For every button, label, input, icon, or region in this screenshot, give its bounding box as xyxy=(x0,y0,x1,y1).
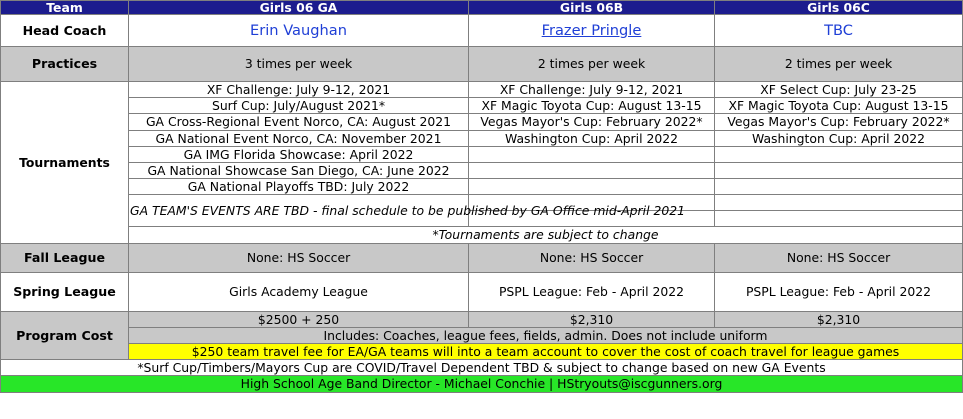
spring-league-label: Spring League xyxy=(1,272,129,311)
tournament-row xyxy=(1,82,963,98)
head-coach-b-link[interactable]: Frazer Pringle xyxy=(541,21,642,39)
tournament-row xyxy=(1,98,963,114)
head-coach-ga: Erin Vaughan xyxy=(129,15,469,47)
tournament-row xyxy=(1,179,963,195)
tournament-row xyxy=(1,114,963,130)
spring-league-b: PSPL League: Feb - April 2022 xyxy=(469,272,715,311)
tournament-row xyxy=(1,146,963,162)
tournament-c xyxy=(715,195,963,211)
program-cost-includes: Includes: Coaches, league fees, fields, admin. Does not include uniform xyxy=(129,327,963,343)
tournament-b: Washington Cup: April 2022 xyxy=(469,130,715,146)
practices-ga: 3 times per week xyxy=(129,47,469,82)
fall-league-ga: None: HS Soccer xyxy=(129,243,469,272)
program-cost-ga: $2500 + 250 xyxy=(129,311,469,327)
tournament-ga: GA National Showcase San Diego, CA: June 2022 xyxy=(129,163,469,179)
head-coach-b-cell xyxy=(469,15,715,47)
tournament-ga: GA IMG Florida Showcase: April 2022 xyxy=(129,146,469,162)
fall-league-c: None: HS Soccer xyxy=(715,243,963,272)
head-coach-c: TBC xyxy=(715,15,963,47)
footnote-row xyxy=(1,360,963,376)
fall-league-label: Fall League xyxy=(1,243,129,272)
header-girls-06c: Girls 06C xyxy=(715,1,963,15)
program-cost-label: Program Cost xyxy=(1,311,129,360)
tournament-c: XF Magic Toyota Cup: August 13-15 xyxy=(715,98,963,114)
tournament-b xyxy=(469,146,715,162)
director-contact: High School Age Band Director - Michael Conchie | HStryouts@iscgunners.org xyxy=(1,376,963,392)
tournaments-label: Tournaments xyxy=(1,82,129,244)
tournament-c xyxy=(715,163,963,179)
program-cost-includes-row xyxy=(1,327,963,343)
tournament-c xyxy=(715,146,963,162)
tournament-row xyxy=(1,195,963,211)
spring-league-c: PSPL League: Feb - April 2022 xyxy=(715,272,963,311)
tournament-b xyxy=(469,163,715,179)
travel-fee-note: $250 team travel fee for EA/GA teams will into a team account to cover the cost of coach travel for league games xyxy=(129,344,963,360)
practices-label: Practices xyxy=(1,47,129,82)
director-row xyxy=(1,376,963,392)
tournament-note-row xyxy=(1,227,963,243)
practices-row xyxy=(1,47,963,82)
tournament-c-empty xyxy=(715,211,963,227)
tournaments-subject-to-change: *Tournaments are subject to change xyxy=(129,227,963,243)
tournament-c: Washington Cup: April 2022 xyxy=(715,130,963,146)
practices-c: 2 times per week xyxy=(715,47,963,82)
program-cost-b: $2,310 xyxy=(469,311,715,327)
header-team: Team xyxy=(1,1,129,15)
head-coach-label: Head Coach xyxy=(1,15,129,47)
header-row xyxy=(1,1,963,15)
header-girls-06-ga: Girls 06 GA xyxy=(129,1,469,15)
tournament-b: Vegas Mayor's Cup: February 2022* xyxy=(469,114,715,130)
tournament-row xyxy=(1,163,963,179)
tournament-c: XF Select Cup: July 23-25 xyxy=(715,82,963,98)
tournament-ga: Surf Cup: July/August 2021* xyxy=(129,98,469,114)
spring-league-ga: Girls Academy League xyxy=(129,272,469,311)
tournament-b xyxy=(469,179,715,195)
fall-league-b: None: HS Soccer xyxy=(469,243,715,272)
tournament-ga: GA National Playoffs TBD: July 2022 xyxy=(129,179,469,195)
tournament-ga: XF Challenge: July 9-12, 2021 xyxy=(129,82,469,98)
header-girls-06b: Girls 06B xyxy=(469,1,715,15)
tournament-ga: GA Cross-Regional Event Norco, CA: August 2021 xyxy=(129,114,469,130)
tournament-ga: GA National Event Norco, CA: November 2021 xyxy=(129,130,469,146)
program-cost-c: $2,310 xyxy=(715,311,963,327)
tournament-c xyxy=(715,179,963,195)
tournament-c: Vegas Mayor's Cup: February 2022* xyxy=(715,114,963,130)
covid-footnote: *Surf Cup/Timbers/Mayors Cup are COVID/Travel Dependent TBD & subject to change based on new GA Events xyxy=(1,360,963,376)
head-coach-row xyxy=(1,15,963,47)
tournament-ga-tbd-note: GA TEAM'S EVENTS ARE TBD - final schedule to be published by GA Office mid-April 2021 xyxy=(129,195,469,227)
tournament-b: XF Magic Toyota Cup: August 13-15 xyxy=(469,98,715,114)
tournament-b: XF Challenge: July 9-12, 2021 xyxy=(469,82,715,98)
practices-b: 2 times per week xyxy=(469,47,715,82)
spring-league-row xyxy=(1,272,963,311)
program-cost-row xyxy=(1,311,963,327)
fall-league-row xyxy=(1,243,963,272)
travel-fee-row xyxy=(1,344,963,360)
tournament-row xyxy=(1,130,963,146)
